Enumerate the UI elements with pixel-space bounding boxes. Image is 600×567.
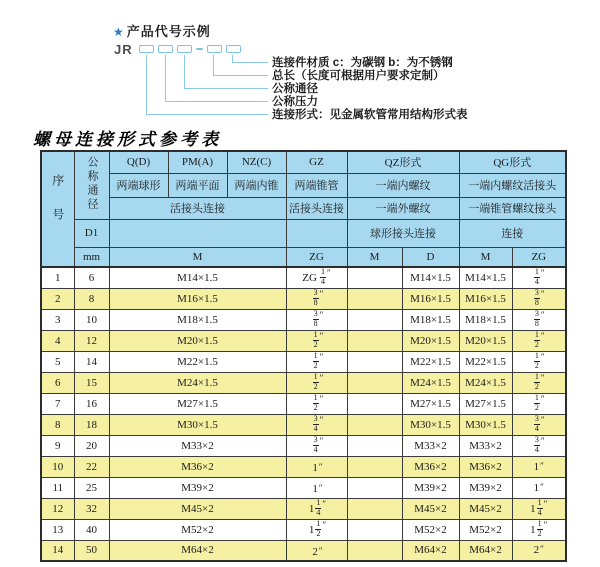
gz-unit: ″ (319, 373, 324, 384)
table-header (41, 151, 566, 267)
qg-zg-whole: 1 (533, 481, 540, 494)
col-header-dn-text: 公称通径 (86, 155, 98, 212)
code-box-2 (158, 45, 173, 53)
cell-qg-m: M45×2 (459, 498, 512, 519)
gz-value (310, 310, 324, 329)
cell-qz-d: M22×1.5 (402, 351, 459, 372)
gz-value (310, 373, 324, 392)
cell-seq: 6 (41, 372, 74, 393)
cell-qg-m: M18×1.5 (459, 309, 512, 330)
cell-qg-zg (512, 456, 566, 477)
header-qz-desc1: 一端内螺纹 (347, 173, 459, 197)
qg-zg-value (530, 499, 547, 518)
col-header-gz: GZ (286, 151, 347, 173)
table-row (41, 309, 566, 330)
cell-seq: 13 (41, 519, 74, 540)
qg-zg-unit: ″ (540, 310, 545, 321)
cell-seq: 5 (41, 351, 74, 372)
cell-gz (286, 456, 347, 477)
cell-dn: 10 (74, 309, 109, 330)
cell-qg-m: M64×2 (459, 540, 512, 561)
gz-fraction: $\frac{1}{2}$ (316, 519, 321, 538)
cell-dn: 12 (74, 330, 109, 351)
cell-qz-d: M20×1.5 (402, 330, 459, 351)
col-header-pm: PM(A) (168, 151, 227, 173)
cell-seq: 7 (41, 393, 74, 414)
col-header-seq (41, 151, 74, 267)
cell-qg-zg (512, 414, 566, 435)
cell-qz-m (347, 519, 402, 540)
connector-line-connection (146, 55, 268, 115)
gz-unit: ″ (319, 415, 324, 426)
diagram-title-text: 产品代号示例 (126, 24, 211, 39)
cell-qz-m (347, 435, 402, 456)
header-qz-d-label: D (402, 247, 459, 267)
gz-unit: ″ (319, 331, 324, 342)
qg-zg-fraction: $\frac{1}{2}$ (534, 351, 539, 370)
cell-thread-m: M64×2 (109, 540, 286, 561)
cell-qz-d: M18×1.5 (402, 309, 459, 330)
cell-qg-m: M14×1.5 (459, 267, 512, 288)
cell-qz-d: M16×1.5 (402, 288, 459, 309)
label-nominal-pressure: 公称压力 (272, 96, 318, 108)
gz-unit: ″ (322, 499, 327, 510)
gz-fraction: $\frac{3}{8}$ (313, 309, 318, 328)
cell-gz (286, 393, 347, 414)
qg-zg-fraction: $\frac{1}{2}$ (534, 330, 539, 349)
gz-unit: ″ (319, 289, 324, 300)
gz-value (310, 331, 324, 350)
table-row (41, 477, 566, 498)
table-row (41, 372, 566, 393)
cell-seq: 2 (41, 288, 74, 309)
cell-qg-zg (512, 393, 566, 414)
header-qz-m-label: M (347, 247, 402, 267)
cell-dn: 15 (74, 372, 109, 393)
gz-value (310, 394, 324, 413)
qg-zg-value (533, 352, 545, 371)
header-qz-desc2: 一端外螺纹 (347, 197, 459, 219)
table-title: 螺母连接形式参考表 (33, 130, 222, 149)
table-row (41, 519, 566, 540)
cell-thread-m: M16×1.5 (109, 288, 286, 309)
cell-gz (286, 330, 347, 351)
cell-qg-zg (512, 267, 566, 288)
qg-zg-value (533, 289, 545, 308)
col-header-nz: NZ(C) (227, 151, 286, 173)
cell-seq: 11 (41, 477, 74, 498)
gz-value (310, 415, 324, 434)
cell-dn: 20 (74, 435, 109, 456)
gz-whole: 2 (312, 545, 318, 558)
gz-value (310, 436, 324, 455)
gz-unit: ″ (318, 545, 323, 556)
qg-zg-value (533, 373, 545, 392)
cell-thread-m: M20×1.5 (109, 330, 286, 351)
cell-qg-m: M22×1.5 (459, 351, 512, 372)
cell-dn: 14 (74, 351, 109, 372)
cell-qg-zg (512, 330, 566, 351)
cell-dn: 6 (74, 267, 109, 288)
cell-dn: 22 (74, 456, 109, 477)
cell-dn: 50 (74, 540, 109, 561)
code-box-3 (177, 45, 192, 53)
gz-whole: 1 (308, 523, 315, 536)
cell-qz-m (347, 477, 402, 498)
cell-dn: 16 (74, 393, 109, 414)
cell-qz-d: M64×2 (402, 540, 459, 561)
cell-qz-d: M52×2 (402, 519, 459, 540)
qg-zg-whole: 2 (533, 544, 540, 557)
cell-qz-d: M33×2 (402, 435, 459, 456)
qg-zg-unit: ″ (540, 544, 544, 555)
cell-qg-zg (512, 477, 566, 498)
cell-qg-m: M33×2 (459, 435, 512, 456)
cell-thread-m: M14×1.5 (109, 267, 286, 288)
cell-qz-d: M39×2 (402, 477, 459, 498)
code-box-5 (226, 45, 241, 53)
qg-zg-unit: ″ (540, 352, 545, 363)
cell-qg-m: M24×1.5 (459, 372, 512, 393)
qg-zg-unit: ″ (540, 460, 544, 471)
header-q-desc: 两端球形 (109, 173, 168, 197)
cell-thread-m: M27×1.5 (109, 393, 286, 414)
header-qg-desc2: 一端锥管螺纹接头 (459, 197, 566, 219)
cell-gz (286, 372, 347, 393)
qg-zg-value (533, 310, 545, 329)
qg-zg-value (533, 415, 545, 434)
header-qz-connection: 球形接头连接 (347, 219, 459, 247)
header-qg-desc1: 一端内螺纹活接头 (459, 173, 566, 197)
cell-qg-m: M52×2 (459, 519, 512, 540)
code-box-4 (207, 45, 222, 53)
gz-prefix: ZG (302, 271, 317, 284)
cell-thread-m: M45×2 (109, 498, 286, 519)
cell-gz (286, 498, 347, 519)
qg-zg-fraction: $\frac{3}{8}$ (534, 309, 539, 328)
cell-qg-zg (512, 540, 566, 561)
qg-zg-whole: 1 (530, 523, 536, 536)
qg-zg-fraction: $\frac{1}{2}$ (534, 393, 539, 412)
qg-zg-whole: 1 (533, 460, 540, 473)
gz-fraction: $\frac{1}{2}$ (313, 351, 318, 370)
diagram-title (113, 21, 211, 40)
qg-zg-value (530, 520, 547, 539)
cell-gz (286, 267, 347, 288)
cell-thread-m: M33×2 (109, 435, 286, 456)
qg-zg-unit: ″ (540, 481, 544, 492)
gz-value (307, 499, 326, 518)
qg-zg-unit: ″ (540, 394, 545, 405)
cell-thread-m: M24×1.5 (109, 372, 286, 393)
cell-qg-zg (512, 435, 566, 456)
cell-qg-zg (512, 351, 566, 372)
gz-value (310, 483, 322, 495)
label-nominal-diameter: 公称通径 (272, 83, 318, 95)
gz-unit: ″ (326, 268, 331, 279)
gz-fraction: $\frac{3}{8}$ (313, 288, 318, 307)
cell-qg-zg (512, 288, 566, 309)
qg-zg-fraction: $\frac{1}{4}$ (537, 498, 542, 517)
table-row (41, 540, 566, 561)
header-qg-zg-label: ZG (512, 247, 566, 267)
col-header-seq-text: 序号 (50, 173, 65, 242)
qg-zg-fraction: $\frac{1}{4}$ (534, 267, 539, 287)
header-gz-connection: 活接头连接 (286, 197, 347, 219)
gz-fraction: $\frac{1}{4}$ (320, 267, 325, 287)
cell-dn: 18 (74, 414, 109, 435)
cell-qg-zg (512, 519, 566, 540)
header-gz-desc: 两端锥管 (286, 173, 347, 197)
table-row (41, 267, 566, 288)
qg-zg-value (534, 544, 544, 556)
cell-qz-d: M30×1.5 (402, 414, 459, 435)
cell-gz (286, 477, 347, 498)
cell-gz (286, 414, 347, 435)
gz-unit: ″ (319, 310, 324, 321)
label-material: 连接件材质 c：为碳钢 b：为不锈钢 (272, 57, 453, 69)
label-connection-form: 连接形式：见金属软管常用结构形式表 (272, 109, 468, 121)
table-body (41, 267, 566, 561)
qg-zg-value (534, 482, 544, 494)
cell-qz-d: M36×2 (402, 456, 459, 477)
col-header-q: Q(D) (109, 151, 168, 173)
cell-seq: 14 (41, 540, 74, 561)
header-zg-label: ZG (286, 247, 347, 267)
cell-gz (286, 351, 347, 372)
gz-fraction: $\frac{3}{4}$ (313, 435, 318, 454)
cell-seq: 3 (41, 309, 74, 330)
qg-zg-unit: ″ (543, 499, 548, 510)
cell-qz-m (347, 372, 402, 393)
qg-zg-fraction: $\frac{1}{2}$ (537, 519, 542, 538)
gz-fraction: $\frac{1}{2}$ (313, 330, 318, 349)
gz-whole: 1 (312, 483, 318, 495)
cell-qg-m: M39×2 (459, 477, 512, 498)
cell-qg-m: M36×2 (459, 456, 512, 477)
gz-value (310, 352, 324, 371)
header-qg-connection: 连接 (459, 219, 566, 247)
qg-zg-fraction: $\frac{3}{4}$ (534, 435, 539, 454)
cell-qz-m (347, 309, 402, 330)
cell-qz-d: M24×1.5 (402, 372, 459, 393)
cell-qz-m (347, 351, 402, 372)
header-empty-qpmnz (109, 219, 286, 247)
cell-thread-m: M30×1.5 (109, 414, 286, 435)
gz-value (302, 268, 330, 287)
gz-fraction: $\frac{1}{2}$ (313, 372, 318, 391)
cell-thread-m: M52×2 (109, 519, 286, 540)
gz-value (310, 546, 322, 558)
table-row (41, 288, 566, 309)
cell-dn: 32 (74, 498, 109, 519)
cell-qz-d: M14×1.5 (402, 267, 459, 288)
col-header-qg: QG形式 (459, 151, 566, 173)
qg-zg-value (534, 461, 544, 473)
cell-gz (286, 540, 347, 561)
table-row (41, 351, 566, 372)
gz-unit: ″ (319, 352, 324, 363)
qg-zg-value (533, 436, 545, 455)
gz-fraction: $\frac{3}{4}$ (313, 414, 318, 433)
qg-zg-unit: ″ (540, 289, 545, 300)
cell-qg-m: M27×1.5 (459, 393, 512, 414)
table-row (41, 456, 566, 477)
cell-qz-d: M45×2 (402, 498, 459, 519)
cell-qz-m (347, 330, 402, 351)
cell-qz-m (347, 267, 402, 288)
header-d1: D1 (74, 219, 109, 247)
table-row (41, 498, 566, 519)
cell-qz-d: M27×1.5 (402, 393, 459, 414)
cell-qz-m (347, 498, 402, 519)
table-row (41, 330, 566, 351)
qg-zg-unit: ″ (540, 415, 545, 426)
gz-whole: 1 (312, 462, 318, 474)
cell-gz (286, 519, 347, 540)
cell-dn: 8 (74, 288, 109, 309)
cell-thread-m: M18×1.5 (109, 309, 286, 330)
cell-seq: 1 (41, 267, 74, 288)
cell-qg-m: M30×1.5 (459, 414, 512, 435)
gz-unit: ″ (318, 462, 323, 472)
star-icon: ★ (113, 25, 125, 39)
header-mm: mm (74, 247, 109, 267)
cell-qg-m: M16×1.5 (459, 288, 512, 309)
cell-qz-m (347, 288, 402, 309)
product-code-prefix: JR (114, 41, 133, 57)
cell-qz-m (347, 456, 402, 477)
cell-qg-m: M20×1.5 (459, 330, 512, 351)
qg-zg-unit: ″ (540, 373, 545, 384)
cell-thread-m: M39×2 (109, 477, 286, 498)
product-code (114, 42, 241, 56)
qg-zg-value (533, 331, 545, 350)
cell-seq: 12 (41, 498, 74, 519)
cell-qg-zg (512, 309, 566, 330)
cell-qg-zg (512, 372, 566, 393)
cell-seq: 8 (41, 414, 74, 435)
table-row (41, 435, 566, 456)
gz-unit: ″ (319, 436, 324, 447)
qg-zg-whole: 1 (530, 502, 536, 515)
qg-zg-unit: ″ (540, 436, 545, 447)
label-total-length: 总长（长度可根据用户要求定制） (272, 70, 445, 82)
col-header-dn (74, 151, 109, 219)
nut-connection-reference-table (40, 150, 567, 562)
gz-fraction: $\frac{1}{4}$ (316, 498, 321, 517)
cell-seq: 4 (41, 330, 74, 351)
header-pm-desc: 两端平面 (168, 173, 227, 197)
cell-thread-m: M36×2 (109, 456, 286, 477)
cell-qz-m (347, 540, 402, 561)
cell-qz-m (347, 393, 402, 414)
qg-zg-fraction: $\frac{3}{8}$ (534, 288, 539, 307)
cell-qg-zg (512, 498, 566, 519)
qg-zg-unit: ″ (543, 520, 548, 531)
qg-zg-value (533, 394, 545, 413)
qg-zg-unit: ″ (540, 331, 545, 342)
code-box-1 (139, 45, 154, 53)
qg-zg-fraction: $\frac{3}{4}$ (534, 414, 539, 433)
gz-value (310, 462, 322, 474)
cell-qz-m (347, 414, 402, 435)
qg-zg-value (533, 268, 545, 287)
cell-thread-m: M22×1.5 (109, 351, 286, 372)
table-row (41, 393, 566, 414)
cell-gz (286, 288, 347, 309)
qg-zg-fraction: $\frac{1}{2}$ (534, 372, 539, 391)
gz-value (310, 289, 324, 308)
gz-value (307, 520, 326, 539)
gz-whole: 1 (308, 502, 315, 515)
cell-gz (286, 309, 347, 330)
col-header-qz: QZ形式 (347, 151, 459, 173)
header-qpmnz-connection: 活接头连接 (109, 197, 286, 219)
gz-unit: ″ (319, 394, 324, 405)
cell-gz (286, 435, 347, 456)
code-dash (196, 48, 203, 50)
table-row (41, 414, 566, 435)
qg-zg-unit: ″ (540, 268, 545, 279)
cell-seq: 10 (41, 456, 74, 477)
header-nz-desc: 两端内锥 (227, 173, 286, 197)
gz-fraction: $\frac{1}{2}$ (313, 393, 318, 412)
cell-seq: 9 (41, 435, 74, 456)
header-qg-m-label: M (459, 247, 512, 267)
gz-unit: ″ (322, 520, 327, 531)
cell-dn: 40 (74, 519, 109, 540)
cell-dn: 25 (74, 477, 109, 498)
header-m-label: M (109, 247, 286, 267)
header-empty-gz (286, 219, 347, 247)
gz-unit: ″ (318, 483, 323, 493)
